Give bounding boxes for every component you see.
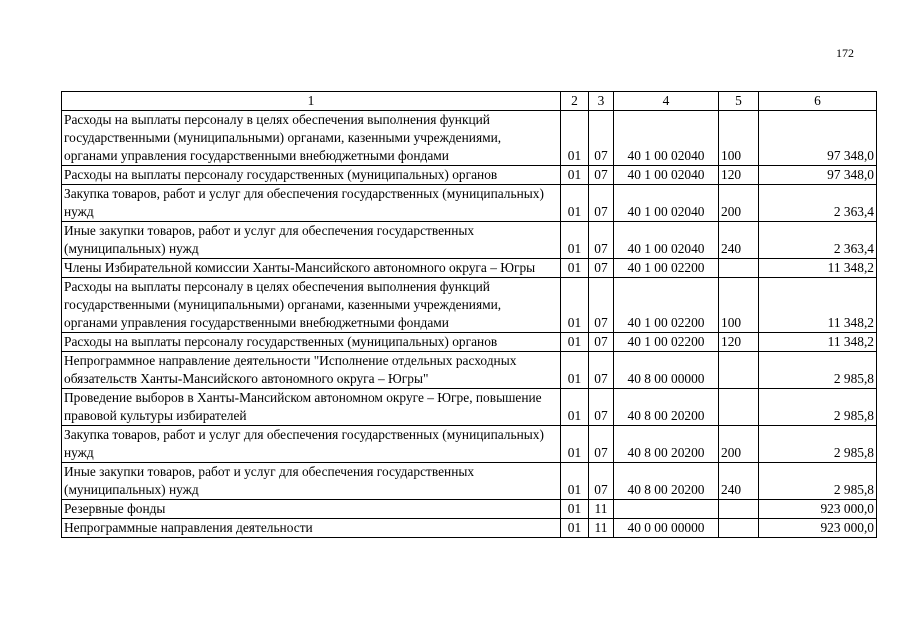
cell-subsection: 07 [589,333,614,352]
cell-name: Расходы на выплаты персоналу государственных (муниципальных) органов [62,166,561,185]
cell-amount: 2 985,8 [759,426,877,463]
cell-amount: 11 348,2 [759,278,877,333]
cell-name: Члены Избирательной комиссии Ханты-Мансийского автономного округа – Югры [62,259,561,278]
cell-subsection: 07 [589,463,614,500]
cell-section: 01 [561,185,589,222]
cell-target-article: 40 8 00 20200 [614,389,719,426]
cell-expense-type: 120 [719,333,759,352]
cell-target-article: 40 8 00 20200 [614,426,719,463]
cell-section: 01 [561,463,589,500]
cell-name: Непрограммное направление деятельности "Исполнение отдельных расходных обязательств Ханты-Мансийского автономного округа – Югры" [62,352,561,389]
cell-subsection: 07 [589,389,614,426]
cell-name: Закупка товаров, работ и услуг для обеспечения государственных (муниципальных) нужд [62,185,561,222]
table-row [62,352,877,389]
cell-subsection: 07 [589,222,614,259]
table-row [62,426,877,463]
table-row [62,111,877,166]
cell-name: Проведение выборов в Ханты-Мансийском автономном округе – Югре, повышение правовой культуры избирателей [62,389,561,426]
cell-amount: 2 363,4 [759,222,877,259]
cell-target-article: 40 8 00 00000 [614,352,719,389]
cell-target-article: 40 1 00 02040 [614,111,719,166]
cell-section: 01 [561,222,589,259]
cell-subsection: 07 [589,185,614,222]
cell-expense-type: 100 [719,278,759,333]
table-row [62,185,877,222]
header-col-expense-type: 5 [719,92,759,111]
cell-section: 01 [561,278,589,333]
cell-name: Резервные фонды [62,500,561,519]
table-row [62,333,877,352]
cell-target-article: 40 8 00 20200 [614,463,719,500]
cell-subsection: 11 [589,519,614,538]
cell-target-article: 40 1 00 02040 [614,166,719,185]
cell-expense-type: 120 [719,166,759,185]
cell-target-article: 40 1 00 02040 [614,185,719,222]
cell-subsection: 07 [589,278,614,333]
cell-expense-type: 100 [719,111,759,166]
cell-expense-type [719,500,759,519]
cell-amount: 923 000,0 [759,519,877,538]
header-row [62,92,877,111]
cell-name: Иные закупки товаров, работ и услуг для обеспечения государственных (муниципальных) нужд [62,463,561,500]
cell-section: 01 [561,111,589,166]
cell-amount: 2 363,4 [759,185,877,222]
cell-name: Иные закупки товаров, работ и услуг для обеспечения государственных (муниципальных) нужд [62,222,561,259]
cell-amount: 2 985,8 [759,389,877,426]
header-col-subsection: 3 [589,92,614,111]
cell-target-article: 40 1 00 02200 [614,259,719,278]
budget-table [61,91,877,538]
cell-subsection: 07 [589,111,614,166]
header-col-target-article: 4 [614,92,719,111]
table-row [62,389,877,426]
cell-expense-type [719,519,759,538]
cell-section: 01 [561,500,589,519]
cell-target-article [614,500,719,519]
cell-expense-type: 200 [719,426,759,463]
table-row [62,259,877,278]
cell-subsection: 07 [589,352,614,389]
cell-amount: 11 348,2 [759,259,877,278]
cell-name: Расходы на выплаты персоналу в целях обеспечения выполнения функций государственными (муниципальными) органами, казенными учреждениями, органами управления государственными внебюджетными фондами [62,278,561,333]
cell-section: 01 [561,389,589,426]
cell-name: Закупка товаров, работ и услуг для обеспечения государственных (муниципальных) нужд [62,426,561,463]
table-row [62,222,877,259]
cell-expense-type: 200 [719,185,759,222]
cell-section: 01 [561,352,589,389]
table-body [62,111,877,538]
cell-subsection: 07 [589,166,614,185]
cell-section: 01 [561,259,589,278]
header-col-amount: 6 [759,92,877,111]
table-row [62,500,877,519]
cell-section: 01 [561,333,589,352]
cell-name: Расходы на выплаты персоналу в целях обеспечения выполнения функций государственными (муниципальными) органами, казенными учреждениями, органами управления государственными внебюджетными фондами [62,111,561,166]
cell-expense-type [719,389,759,426]
cell-amount: 2 985,8 [759,463,877,500]
table-row [62,278,877,333]
cell-amount: 97 348,0 [759,166,877,185]
cell-name: Расходы на выплаты персоналу государственных (муниципальных) органов [62,333,561,352]
header-col-section: 2 [561,92,589,111]
cell-section: 01 [561,166,589,185]
cell-amount: 11 348,2 [759,333,877,352]
cell-target-article: 40 0 00 00000 [614,519,719,538]
cell-expense-type: 240 [719,463,759,500]
table-row [62,463,877,500]
cell-target-article: 40 1 00 02040 [614,222,719,259]
cell-amount: 2 985,8 [759,352,877,389]
page-number: 172 [836,46,854,60]
cell-expense-type [719,259,759,278]
cell-section: 01 [561,426,589,463]
table-row [62,166,877,185]
cell-target-article: 40 1 00 02200 [614,278,719,333]
cell-amount: 923 000,0 [759,500,877,519]
cell-name: Непрограммные направления деятельности [62,519,561,538]
cell-expense-type [719,352,759,389]
cell-target-article: 40 1 00 02200 [614,333,719,352]
cell-subsection: 07 [589,426,614,463]
table-row [62,519,877,538]
cell-expense-type: 240 [719,222,759,259]
cell-subsection: 11 [589,500,614,519]
cell-amount: 97 348,0 [759,111,877,166]
table-header [62,92,877,111]
cell-subsection: 07 [589,259,614,278]
cell-section: 01 [561,519,589,538]
header-col-name: 1 [62,92,561,111]
